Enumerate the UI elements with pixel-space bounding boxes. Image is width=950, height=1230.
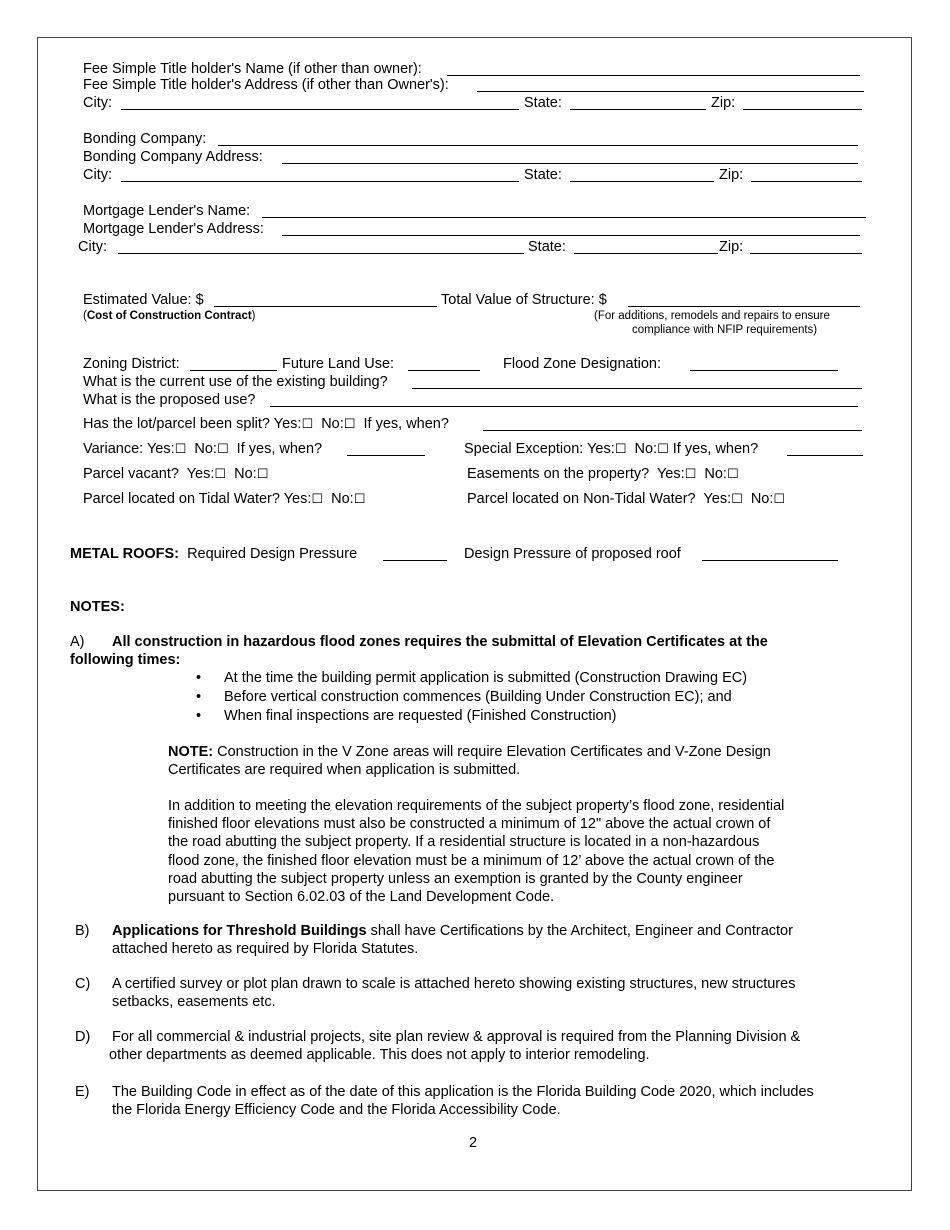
list-item: • When final inspections are requested (Finished Construction) <box>196 707 747 726</box>
mortgage-name-label: Mortgage Lender's Name: <box>83 203 251 219</box>
note-c-letter: C) <box>75 976 91 992</box>
note-label: NOTE: <box>168 744 214 760</box>
total-value-field[interactable] <box>628 292 860 307</box>
special-exception-question: Special Exception: Yes:☐ No:☐ If yes, when? <box>464 441 759 457</box>
future-land-use-label: Future Land Use: <box>282 356 395 372</box>
current-use-field[interactable] <box>412 374 862 389</box>
note-d-text-1: For all commercial & industrial projects, site plan review & approval is required from the Planning Division & <box>112 1029 801 1045</box>
easements-question: Easements on the property? Yes:☐ No:☐ <box>467 466 739 482</box>
parcel-vacant-no-checkbox[interactable]: ☐ <box>256 467 269 482</box>
proposed-design-pressure-label: Design Pressure of proposed roof <box>464 546 681 562</box>
variance-no-checkbox[interactable]: ☐ <box>216 442 229 457</box>
tidal-no-checkbox[interactable]: ☐ <box>353 492 366 507</box>
lot-split-yes-checkbox[interactable]: ☐ <box>301 417 314 432</box>
titleholder-zip-label: Zip: <box>711 95 736 111</box>
variance-when-field[interactable] <box>347 441 425 456</box>
titleholder-address-label: Fee Simple Title holder's Address (if other than Owner's): <box>83 77 449 93</box>
required-design-pressure-field[interactable] <box>383 546 447 561</box>
vzone-note: NOTE: Construction in the V Zone areas will require Elevation Certificates and V-Zone Design Certificates are required when application is submitted. <box>168 744 771 779</box>
parcel-vacant-question: Parcel vacant? Yes:☐ No:☐ <box>83 466 269 482</box>
future-land-use-field[interactable] <box>408 356 480 371</box>
bonding-state-label: State: <box>524 167 562 183</box>
list-item: • Before vertical construction commences (Building Under Construction EC); and <box>196 688 747 707</box>
estimated-value-note: (Cost of Construction Contract) <box>83 310 256 322</box>
proposed-use-label: What is the proposed use? <box>83 392 256 408</box>
mortgage-zip-field[interactable] <box>750 239 862 254</box>
mortgage-address-field[interactable] <box>282 221 860 236</box>
easements-no-checkbox[interactable]: ☐ <box>726 467 739 482</box>
special-exception-no-checkbox[interactable]: ☐ <box>657 442 669 457</box>
mortgage-city-field[interactable] <box>118 239 524 254</box>
total-value-note-1: (For additions, remodels and repairs to ensure <box>594 310 830 322</box>
variance-yes-checkbox[interactable]: ☐ <box>174 442 187 457</box>
note-b-letter: B) <box>75 923 90 939</box>
note-a-letter: A) <box>70 634 85 650</box>
elevation-paragraph: In addition to meeting the elevation requirements of the subject property’s flood zone, residential finished floor elevations must also be constructed a minimum of 12" above the actual crown of the road abutting the subject property. If a residential structure is located in a non-hazardous flood zone, the finished floor elevation must be a minimum of 12’ above the actual crown of the road abutting the subject property unless an exemption is granted by the County engineer pursuant to Section 6.02.03 of the Land Development Code. <box>168 798 785 906</box>
special-exception-when-field[interactable] <box>787 441 863 456</box>
proposed-design-pressure-field[interactable] <box>702 546 838 561</box>
bonding-city-label: City: <box>83 167 112 183</box>
lot-split-when-field[interactable] <box>483 416 862 431</box>
flood-zone-field[interactable] <box>690 356 838 371</box>
bonding-company-field[interactable] <box>218 131 858 146</box>
titleholder-city-label: City: <box>83 95 112 111</box>
mortgage-state-field[interactable] <box>574 239 718 254</box>
list-item: • At the time the building permit application is submitted (Construction Drawing EC) <box>196 669 747 688</box>
tidal-yes-checkbox[interactable]: ☐ <box>311 492 324 507</box>
total-value-note-2: compliance with NFIP requirements) <box>632 324 818 336</box>
estimated-value-field[interactable] <box>214 292 437 307</box>
special-exception-yes-checkbox[interactable]: ☐ <box>614 442 627 457</box>
tidal-water-question: Parcel located on Tidal Water? Yes:☐ No:☐ <box>83 491 366 507</box>
note-a-text-1: All construction in hazardous flood zones requires the submittal of Elevation Certificates at the <box>112 634 768 650</box>
metal-roofs-row <box>70 545 357 563</box>
nontidal-yes-checkbox[interactable]: ☐ <box>731 492 743 507</box>
bonding-city-field[interactable] <box>121 167 519 182</box>
nontidal-no-checkbox[interactable]: ☐ <box>773 492 786 507</box>
flood-zone-label: Flood Zone Designation: <box>503 356 661 372</box>
parcel-vacant-yes-checkbox[interactable]: ☐ <box>214 467 227 482</box>
bonding-address-label: Bonding Company Address: <box>83 149 263 165</box>
zoning-district-label: Zoning District: <box>83 356 180 372</box>
mortgage-city-label: City: <box>78 239 107 255</box>
mortgage-address-label: Mortgage Lender's Address: <box>83 221 264 237</box>
notes-heading: NOTES: <box>70 599 125 615</box>
nontidal-water-question: Parcel located on Non-Tidal Water? Yes:☐ No:☐ <box>467 491 786 507</box>
note-d-text-2: other departments as deemed applicable. This does not apply to interior remodeling. <box>109 1047 650 1063</box>
note-c-text-2: setbacks, easements etc. <box>112 994 276 1010</box>
titleholder-zip-field[interactable] <box>743 95 862 110</box>
metal-roofs-heading: METAL ROOFS: <box>70 546 180 562</box>
page-number: 2 <box>469 1135 478 1151</box>
titleholder-name-field[interactable] <box>447 61 860 76</box>
required-design-pressure-label: Required Design Pressure <box>187 546 358 562</box>
zoning-district-field[interactable] <box>190 356 277 371</box>
lot-split-question: Has the lot/parcel been split? Yes:☐ No:☐ If yes, when? <box>83 416 449 432</box>
variance-question: Variance: Yes:☐ No:☐ If yes, when? <box>83 441 323 457</box>
bonding-zip-label: Zip: <box>719 167 744 183</box>
note-c-text-1: A certified survey or plot plan drawn to scale is attached hereto showing existing structures, new structures <box>112 976 796 992</box>
titleholder-state-label: State: <box>524 95 562 111</box>
bonding-state-field[interactable] <box>570 167 714 182</box>
mortgage-zip-label: Zip: <box>719 239 744 255</box>
note-b-text-1: Applications for Threshold Buildings shall have Certifications by the Architect, Engineer and Contractor <box>112 923 793 939</box>
titleholder-name-label: Fee Simple Title holder's Name (if other than owner): <box>83 61 422 77</box>
bonding-company-label: Bonding Company: <box>83 131 207 147</box>
easements-yes-checkbox[interactable]: ☐ <box>684 467 697 482</box>
elevation-certificate-list <box>196 669 747 727</box>
mortgage-state-label: State: <box>528 239 566 255</box>
note-e-text-1: The Building Code in effect as of the date of this application is the Florida Building Code 2020, which includes <box>112 1084 814 1100</box>
note-e-text-2: the Florida Energy Efficiency Code and the Florida Accessibility Code. <box>112 1102 561 1118</box>
note-e-letter: E) <box>75 1084 90 1100</box>
titleholder-address-field[interactable] <box>477 77 864 92</box>
titleholder-state-field[interactable] <box>570 95 706 110</box>
proposed-use-field[interactable] <box>270 392 858 407</box>
bonding-address-field[interactable] <box>282 149 858 164</box>
note-b-text-2: attached hereto as required by Florida Statutes. <box>112 941 419 957</box>
note-a-text-2: following times: <box>70 652 181 668</box>
total-value-label: Total Value of Structure: $ <box>441 292 607 308</box>
estimated-value-label: Estimated Value: $ <box>83 292 204 308</box>
current-use-label: What is the current use of the existing building? <box>83 374 388 390</box>
bonding-zip-field[interactable] <box>751 167 862 182</box>
lot-split-no-checkbox[interactable]: ☐ <box>343 417 356 432</box>
mortgage-name-field[interactable] <box>262 203 866 218</box>
note-d-letter: D) <box>75 1029 91 1045</box>
titleholder-city-field[interactable] <box>121 95 519 110</box>
